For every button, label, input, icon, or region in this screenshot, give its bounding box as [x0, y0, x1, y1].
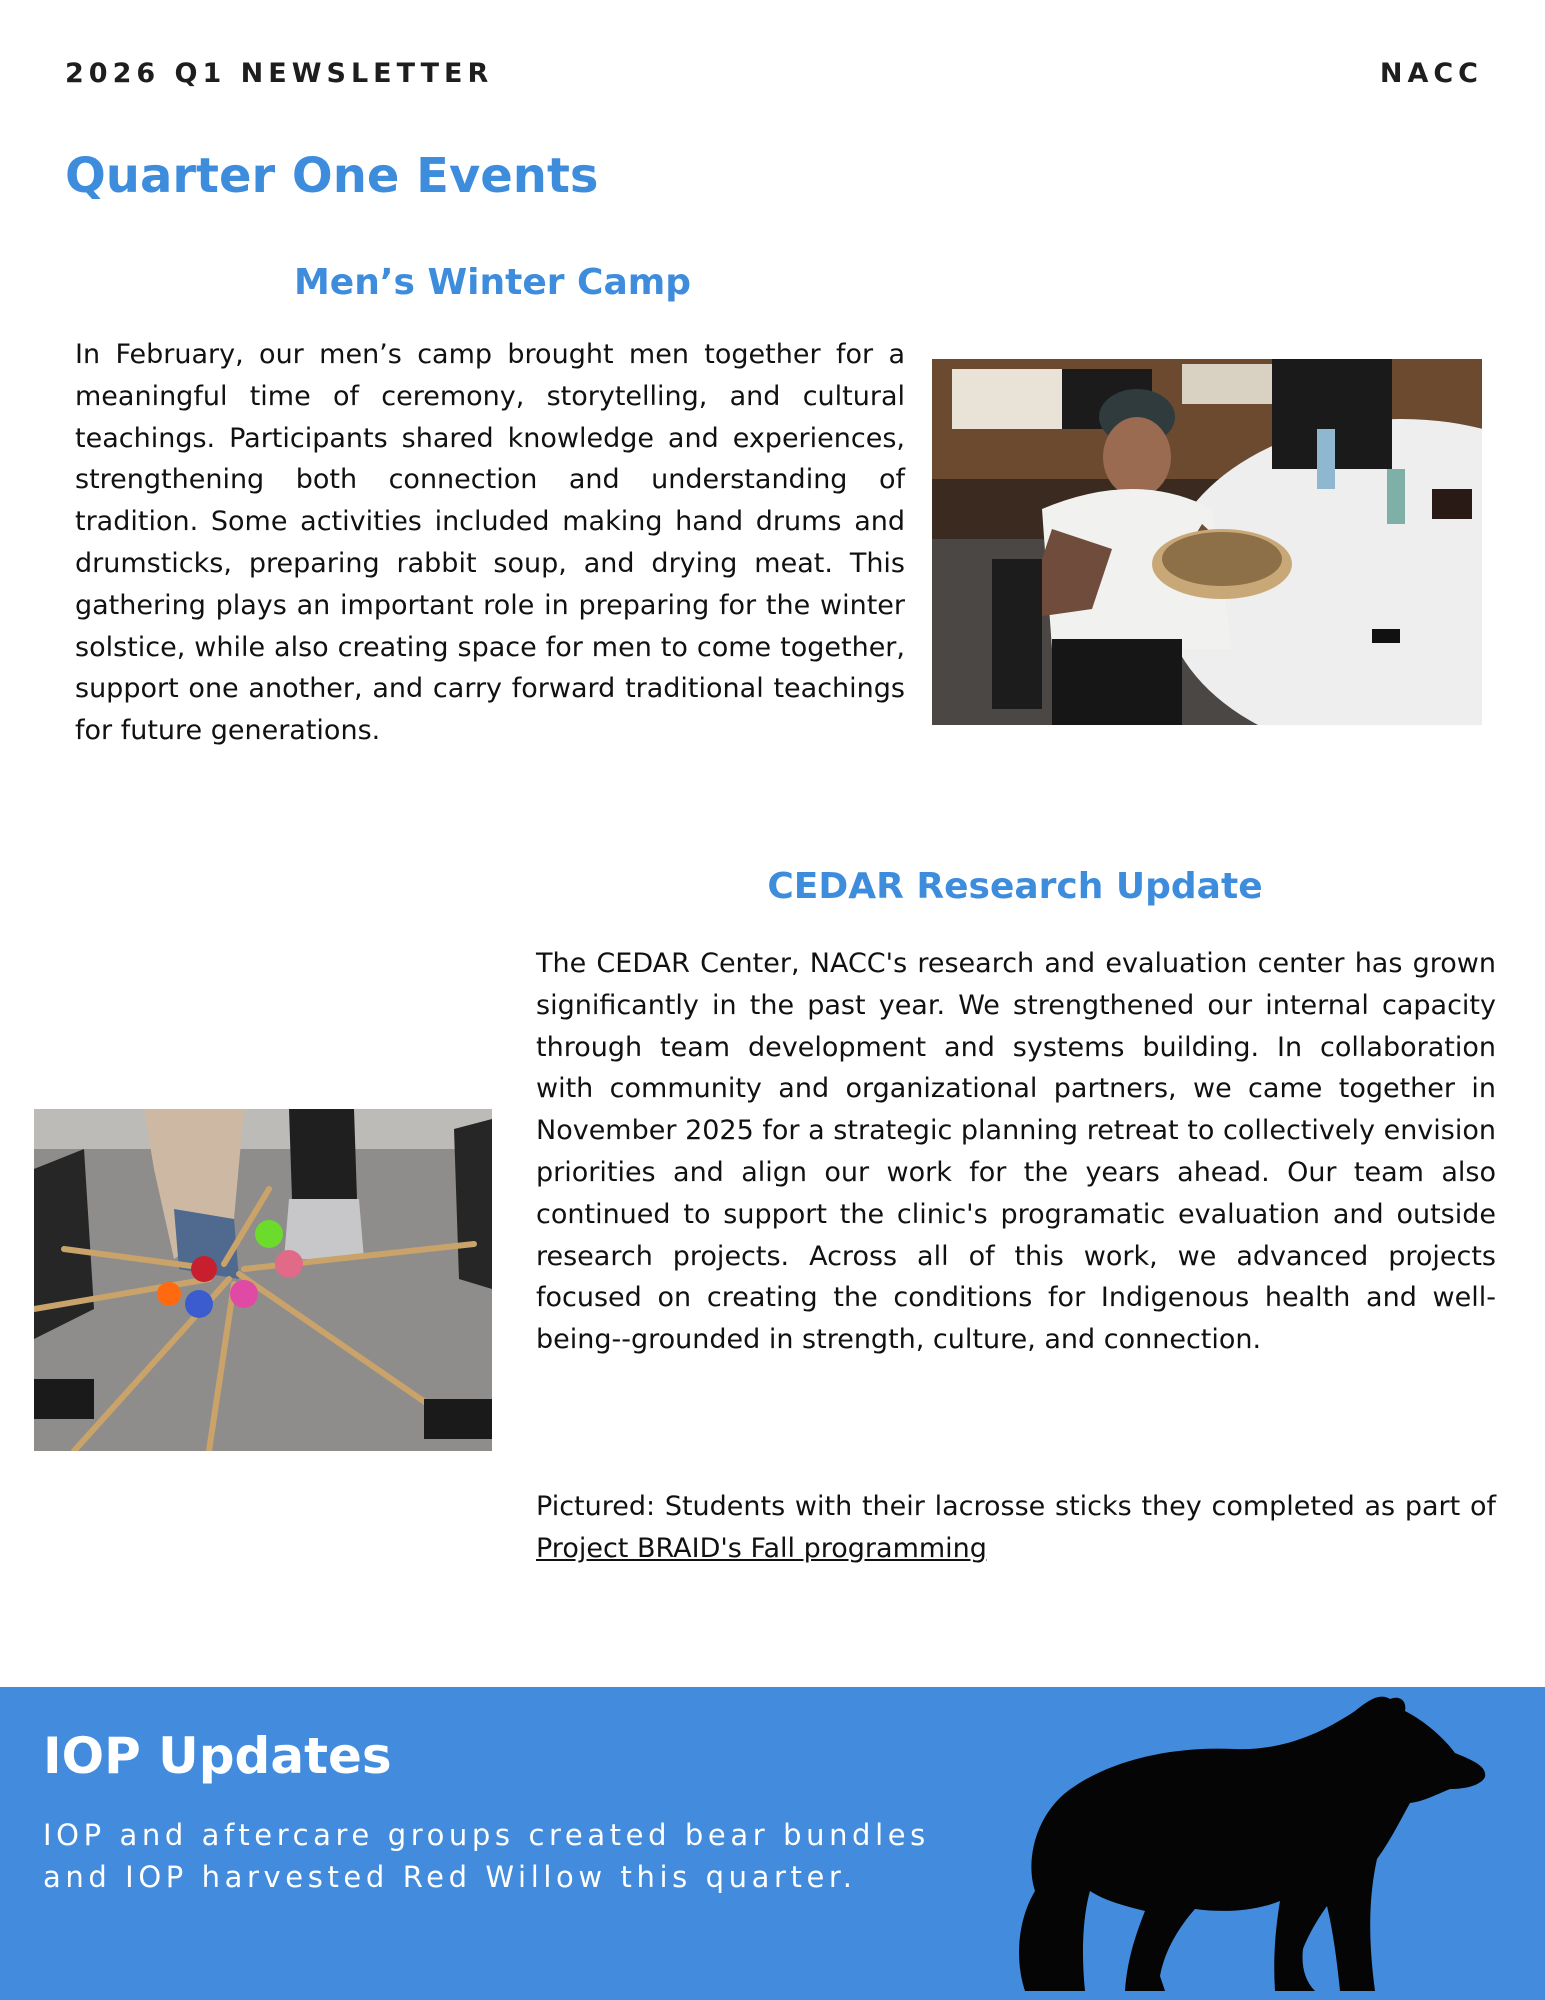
caption-text: Pictured: Students with their lacrosse sticks they completed as part of: [536, 1491, 1496, 1522]
iop-updates-text: IOP and aftercare groups created bear bundles and IOP harvested Red Willow this quarter.: [43, 1818, 930, 1894]
mens-camp-text: In February, our men’s camp brought men together for a meaningful time of ceremony, storytelling, and cultural teachings. Participants shared knowledge and experiences, strengthening both connection and understanding of tradition. Some activities included making hand drums and drumsticks, preparing rabbit soup, and drying meat. This gathering plays an important role in preparing for the winter solstice, while also creating space for men to come together, support one another, and carry forward traditional teachings for future generations.: [75, 339, 905, 747]
iop-updates-heading: IOP Updates: [43, 1727, 392, 1785]
page-title: Quarter One Events: [65, 148, 599, 204]
iop-updates-banner: [0, 1687, 1545, 2000]
cedar-text: The CEDAR Center, NACC's research and evaluation center has grown significantly in the past year. We strengthened our internal capacity through team development and systems building. In collaboration with community and organizational partners, we came together in November 2025 for a strategic planning retreat to collectively envision priorities and align our work for the years ahead. Our team also continued to support the clinic's programatic evaluation and outside research projects. Across all of this work, we advanced projects focused on creating the conditions for Indigenous health and well-being--grounded in strength, culture, and connection.: [536, 948, 1496, 1356]
organization-name: NACC: [1379, 58, 1483, 89]
lacrosse-sticks-image: [34, 1109, 492, 1451]
bear-silhouette-icon: [1005, 1691, 1505, 2000]
project-braid-link[interactable]: Project BRAID's Fall programming: [536, 1532, 987, 1564]
mens-camp-heading: Men’s Winter Camp: [293, 262, 692, 303]
cedar-caption: [536, 1486, 1496, 1570]
cedar-photo: [34, 1109, 492, 1451]
man-making-drum-image: [932, 359, 1482, 725]
cedar-heading: CEDAR Research Update: [767, 866, 1263, 907]
newsletter-label: 2026 Q1 NEWSLETTER: [65, 58, 494, 89]
mens-camp-photo: [932, 359, 1482, 725]
